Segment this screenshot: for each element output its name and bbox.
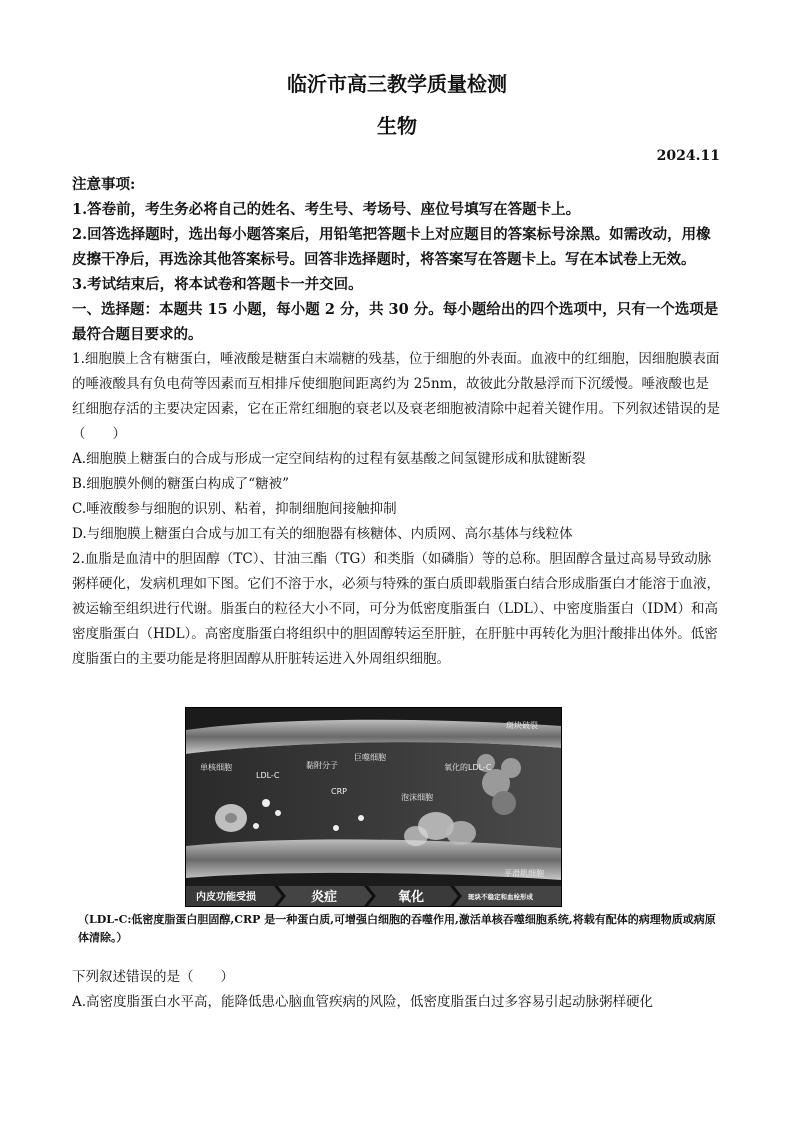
section-heading: 一、选择题：本题共 15 小题，每小题 2 分，共 30 分。每小题给出的四个选项中，只有一个选项是最符合题目要求的。: [72, 301, 719, 343]
ldl-particle: [262, 799, 270, 807]
question-2-tail: [72, 965, 722, 1015]
figure-illustration: [186, 708, 561, 906]
label-macrophage: 巨噬细胞: [354, 753, 386, 762]
exam-title: 临沂市高三教学质量检测: [287, 72, 507, 96]
note-item: 2.回答选择题时，选出每小题答案后，用铅笔把答题卡上对应题目的答案标号涂黑。如需改动，用橡皮擦干净后，再选涂其他答案标号。回答非选择题时，将答案写在答题卡上。写在本试卷上无效。: [72, 226, 711, 268]
label-oxldl: 氧化的LDL-C: [444, 763, 492, 772]
question-1-option-a: A.细胞膜上糖蛋白的合成与形成一定空间结构的过程有氨基酸之间氢键形成和肽键断裂: [72, 451, 586, 467]
stage-endothelial: 内皮功能受损: [196, 892, 256, 903]
label-monocyte: 单核细胞: [200, 763, 232, 772]
question-1-option-d: D.与细胞膜上糖蛋白合成与加工有关的细胞器有核糖体、内质网、高尔基体与线粒体: [72, 526, 573, 542]
stage-thrombosis: 斑块不稳定和血栓形成: [468, 893, 533, 901]
figure-caption: （LDL-C:低密度脂蛋白胆固醇,CRP 是一种蛋白质,可增强白细胞的吞噬作用,激活单核吞噬细胞系统,将载有配体的病理物质或病原体清除。）: [78, 913, 716, 944]
atherosclerosis-figure: [185, 707, 562, 907]
label-adhesion: 黏附分子: [306, 761, 338, 770]
question-2-stem: 2.血脂是血清中的胆固醇（TC）、甘油三酯（TG）和类脂（如磷脂）等的总称。胆固醇含量过高易导致动脉粥样硬化，发病机理如下图。它们不溶于水，必须与特殊的蛋白质即载脂蛋白结合形成脂蛋白才能溶于血液，被运输至组织进行代谢。脂蛋白的粒径大小不同，可分为低密度脂蛋白（LDL）、中密度脂蛋白（IDM）和高密度脂蛋白（HDL）。高密度脂蛋白将组织中的胆固醇转运至肝脏，在肝脏中再转化为胆汁酸排出体外。低密度脂蛋白的主要功能是将胆固醇从肝脏转运进入外周组织细胞。: [72, 551, 720, 667]
stage-oxidation: 氧化: [398, 890, 425, 905]
stage-inflammation: 炎症: [311, 890, 338, 905]
question-2-option-a: A.高密度脂蛋白水平高，能降低患心脑血管疾病的风险，低密度脂蛋白过多容易引起动脉粥样硬化: [72, 994, 654, 1010]
question-1-option-b: B.细胞膜外侧的糖蛋白构成了“糖被”: [72, 476, 290, 492]
question-1-option-c: C.唾液酸参与细胞的识别、粘着，抑制细胞间接触抑制: [72, 501, 397, 517]
note-item: 3.考试结束后，将本试卷和答题卡一并交回。: [72, 276, 363, 293]
question-1-stem: 1.细胞膜上含有糖蛋白，唾液酸是糖蛋白末端糖的残基，位于细胞的外表面。血液中的红细胞，因细胞膜表面的唾液酸具有负电荷等因素而互相排斥使细胞间距离约为 25nm，故彼此分散悬浮而下沉缓慢。唾液酸也是红细胞存活的主要决定因素，它在正常红细胞的衰老以及衰老细胞被清除中起着关键作用。下列叙述错误的是（ ）: [72, 351, 720, 442]
label-smooth-muscle: 平滑肌细胞: [504, 869, 544, 878]
notes-section: [72, 172, 722, 672]
label-ldl: LDL-C: [256, 771, 280, 780]
question-2-question: 下列叙述错误的是（ ）: [72, 969, 234, 985]
subject-title: 生物: [377, 114, 417, 138]
label-foam: 泡沫细胞: [401, 793, 433, 802]
label-crp: CRP: [331, 787, 347, 796]
notes-heading: 注意事项:: [72, 176, 136, 193]
exam-date: 2024.11: [656, 148, 720, 164]
label-plaque: 斑块破裂: [506, 721, 538, 730]
note-item: 1.答卷前，考生务必将自己的姓名、考生号、考场号、座位号填写在答题卡上。: [72, 201, 581, 218]
stage-bar: [186, 886, 561, 906]
